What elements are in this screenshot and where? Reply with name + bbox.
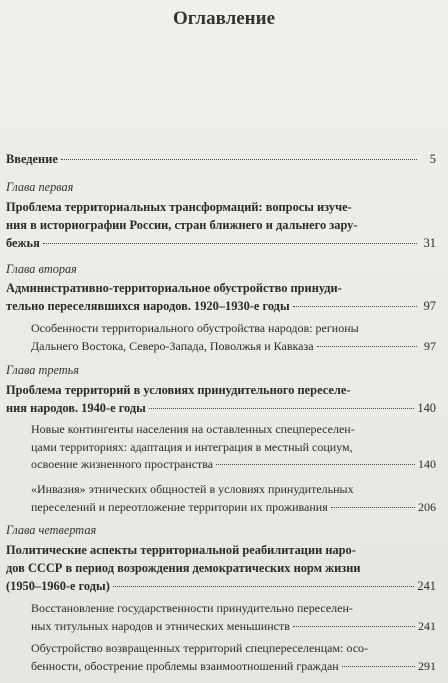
page-number: 241 (417, 579, 436, 593)
page-number: 291 (418, 658, 436, 673)
entry-title: Дальнего Востока, Северо-Запада, Поволжья и Кавказа (31, 338, 314, 353)
entry-line: «Инвазия» этнических общностей в условиях принудительных (31, 482, 354, 496)
entry-line: Проблема территориальных трансформаций: вопросы изуче- (6, 200, 352, 214)
page-number: 206 (418, 499, 436, 514)
entry-line: дов СССР в период возрождения демократических норм жизни (6, 561, 361, 575)
toc-entry-introduction[interactable] (6, 150, 436, 168)
page-number: 97 (424, 338, 436, 353)
leader-dots (149, 408, 415, 409)
toc-entry-chapter-1[interactable] (6, 198, 436, 252)
entry-title: освоение жизненного пространства (31, 457, 214, 471)
toc-entry-section-4-1[interactable] (31, 600, 436, 635)
chapter-label-2: Глава вторая (6, 262, 77, 276)
leader-dots (331, 507, 415, 508)
entry-line: Политические аспекты территориальной реабилитации наро- (6, 543, 356, 557)
leader-dots (293, 306, 417, 307)
page-number: 97 (423, 299, 436, 313)
toc-entry-section-3-2[interactable] (31, 481, 436, 516)
chapter-label-4: Глава четвертая (6, 523, 97, 537)
leader-dots (317, 346, 417, 347)
page-number: 241 (418, 618, 436, 633)
chapter-label-1: Глава первая (6, 180, 74, 194)
toc-entry-section-4-2[interactable] (31, 640, 436, 675)
entry-line: Восстановление государственности принудительно переселен- (31, 601, 353, 615)
entry-line: цами территориях: адаптация и интеграция в местный социум, (31, 439, 353, 454)
entry-line: Обустройство возвращенных территорий спецпереселенцам: осо- (31, 641, 369, 655)
toc-entry-chapter-4[interactable] (6, 541, 436, 595)
toc-entry-section-3-1[interactable] (31, 421, 436, 474)
leader-dots (216, 464, 415, 465)
entry-title: тельно переселявшихся народов. 1920–1930-е годы (6, 299, 290, 313)
entry-title: переселений и переотложение территории их проживания (31, 499, 328, 514)
toc-entry-chapter-2[interactable] (6, 279, 436, 315)
leader-dots (113, 586, 415, 587)
page-number: 140 (417, 401, 436, 415)
entry-line: Новые контингенты населения на оставленных спецпереселен- (31, 422, 355, 436)
page-title: Оглавление (172, 8, 276, 29)
toc-entry-section-2-1[interactable] (31, 320, 436, 355)
leader-dots (43, 243, 417, 244)
leader-dots (61, 159, 417, 160)
entry-title: ния народов. 1940-е годы (6, 401, 146, 415)
entry-line: Особенности территориального обустройства народов: регионы (31, 321, 359, 335)
entry-title: бенности, обострение проблемы взаимоотношений граждан (31, 658, 339, 673)
page-number: 5 (429, 152, 436, 166)
entry-line: ния в историографии России, стран ближнего и дальнего зару- (6, 218, 358, 232)
entry-title: Введение (6, 152, 58, 166)
leader-dots (293, 626, 415, 627)
chapter-label-3: Глава третья (6, 363, 79, 377)
entry-title: ных титульных народов и этнических меньшинств (31, 618, 290, 633)
toc-entry-chapter-3[interactable] (6, 381, 436, 417)
entry-title: (1950–1960-е годы) (6, 579, 110, 593)
entry-title: бежья (6, 236, 40, 250)
entry-line: Административно-территориальное обустройство принуди- (6, 281, 342, 295)
leader-dots (342, 666, 415, 667)
page-number: 31 (423, 236, 436, 250)
page-number: 140 (418, 457, 436, 471)
entry-line: Проблема территорий в условиях принудительного переселе- (6, 383, 351, 397)
